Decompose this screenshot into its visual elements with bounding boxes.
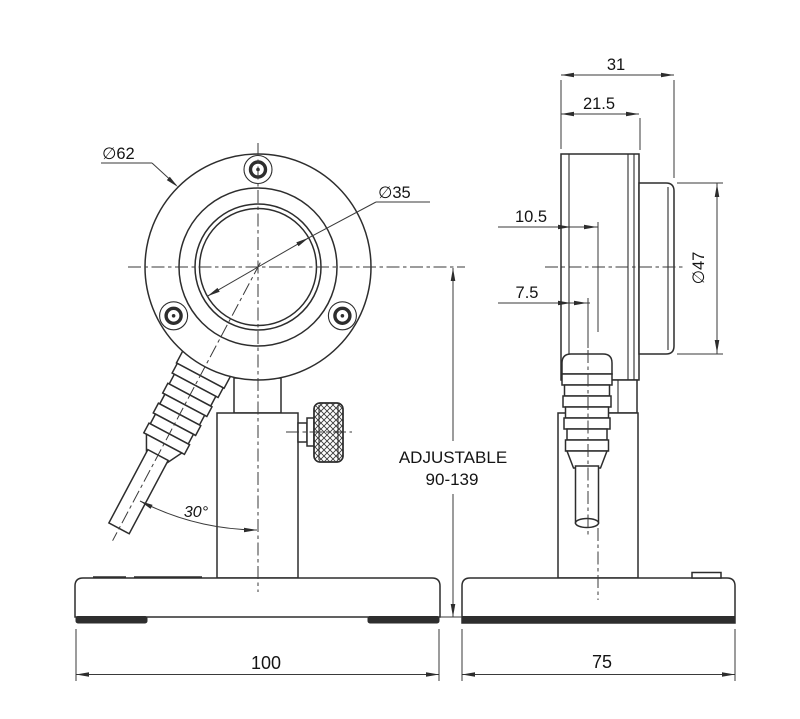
dim-adjustable-height: [399, 268, 507, 617]
base-foot-left: [76, 617, 147, 624]
dim-base-width: [76, 629, 439, 681]
cable-boot-ribs-side: [562, 374, 612, 451]
dim-body-depth-label: 21.5: [582, 95, 616, 113]
cable-boot-cap-side: [562, 354, 612, 374]
dim-rear-diameter-label: ∅47: [690, 251, 708, 285]
base-foot-right: [368, 617, 439, 624]
dim-body-depth: [561, 95, 639, 116]
dim-base-depth-label: 75: [591, 652, 613, 672]
dim-outer-diameter-label: ∅62: [102, 145, 135, 163]
base-pad-side: [462, 617, 735, 623]
dim-total-depth-label: 31: [606, 56, 626, 74]
dim-cable-angle-label: 30°: [183, 504, 209, 521]
dim-outer-diameter: [101, 145, 178, 187]
base-tab-side: [692, 573, 721, 579]
dim-rear-diameter: [677, 183, 723, 354]
dim-adjustable-label-line2: 90-139: [425, 470, 479, 489]
rear-cylinder-side: [639, 183, 674, 354]
cable-side: [576, 466, 599, 523]
dim-base-depth: [462, 629, 735, 681]
dim-adjustable-label-line1: ADJUSTABLE: [398, 448, 508, 467]
cable-end-side: [576, 519, 599, 528]
dim-aperture-diameter-label: ∅35: [378, 184, 411, 202]
dim-post-axis-offset-label: 10.5: [514, 208, 548, 226]
dim-cable-axis-offset-label: 7.5: [515, 284, 539, 302]
dim-base-width-label: 100: [250, 653, 282, 673]
dim-total-depth: [561, 56, 674, 77]
